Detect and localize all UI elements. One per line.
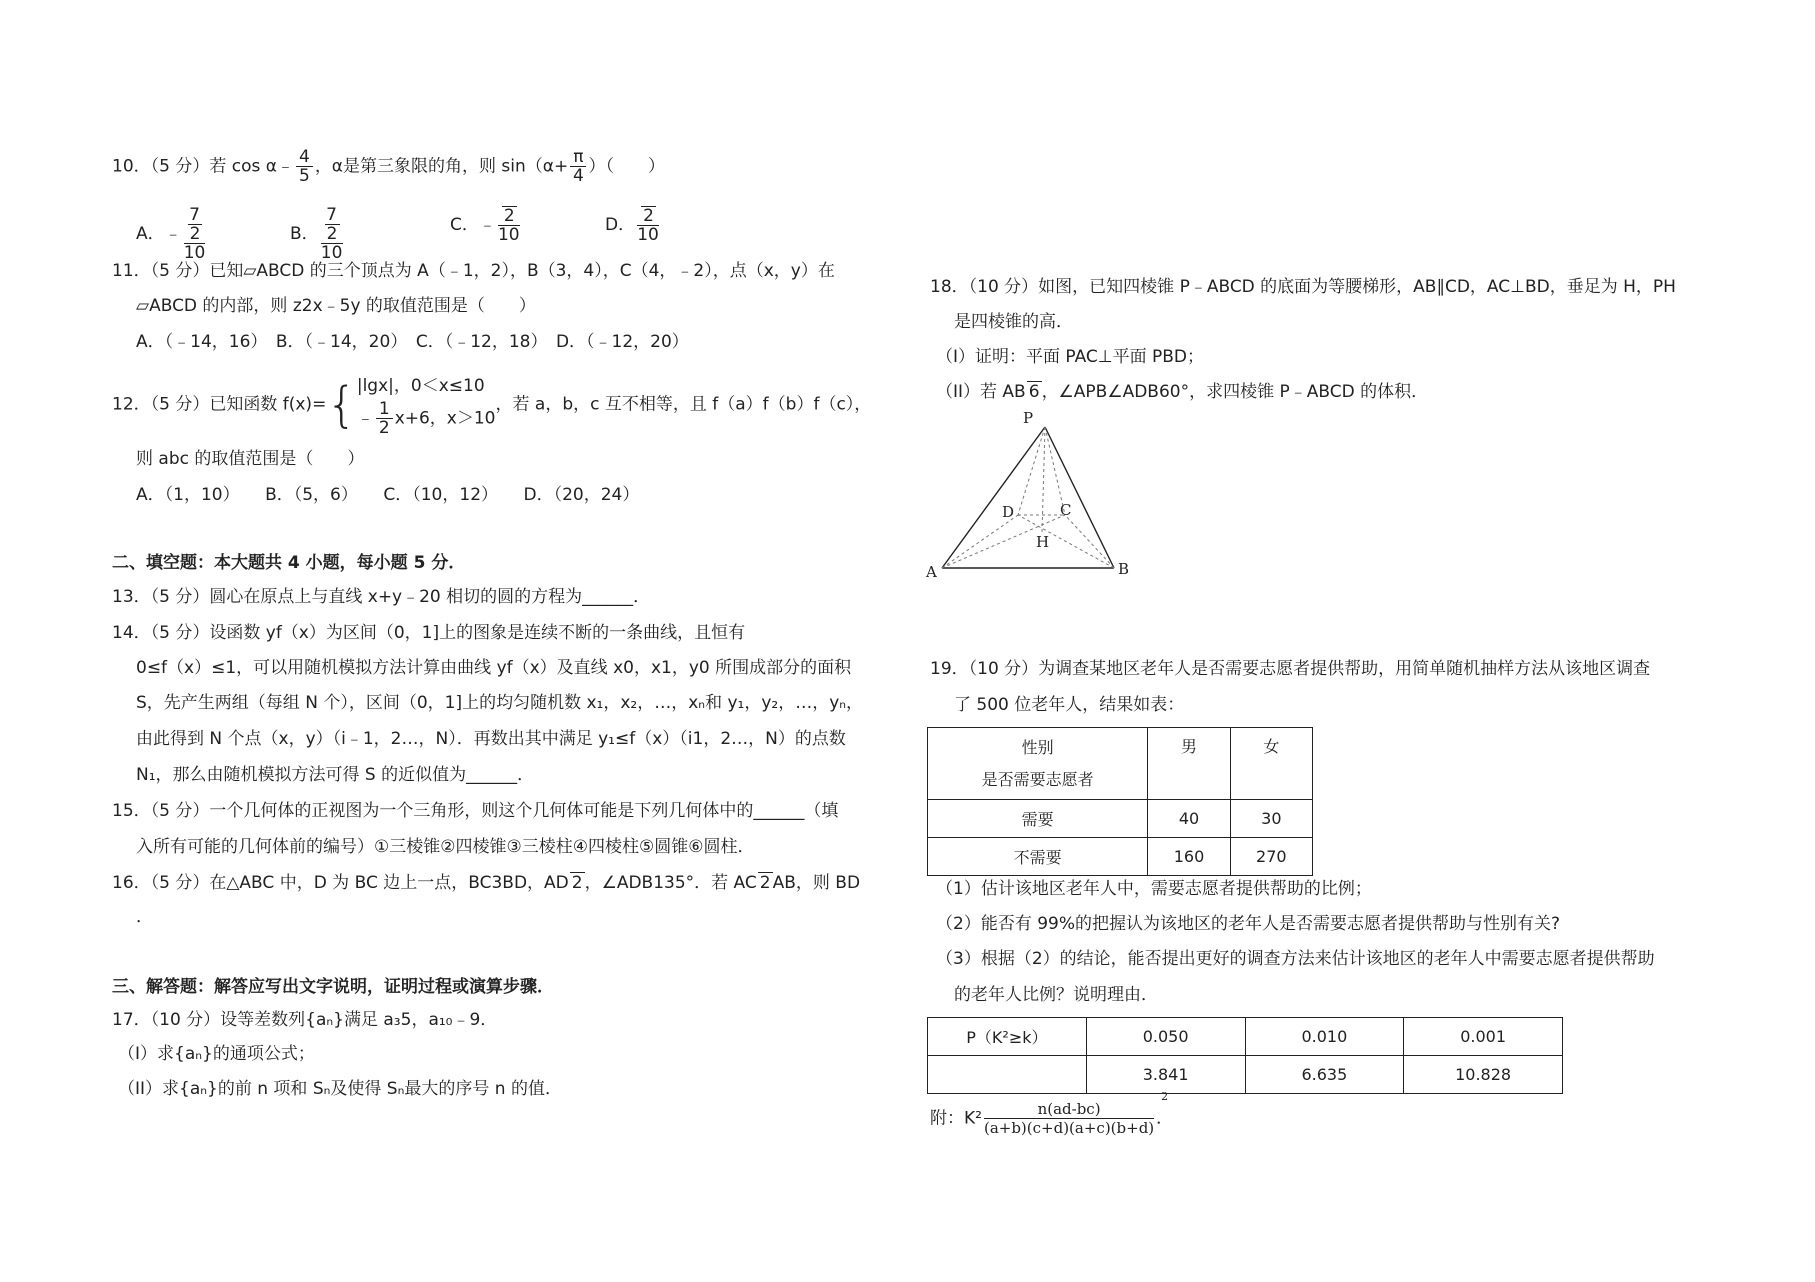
table-row: 需要 40 30 [928,800,1313,838]
q10-option-c: C．﹣ $\frac{2}{10}$ [450,206,520,245]
fraction: $\frac{4}{5}$ [296,148,313,185]
section-2-heading: 二、填空题：本大题共 4 小题，每小题 5 分． [112,553,466,573]
question-19-sub2: （2）能否有 99%的把握认为该地区的老年人是否需要志愿者提供帮助与性别有关? [936,914,1561,934]
question-10 [112,148,665,185]
section-3-heading: 三、解答题：解答应写出文字说明，证明过程或演算步骤． [112,977,554,997]
volunteer-table [927,727,1313,876]
question-14-line3: S，先产生两组（每组 N 个），区间（0，1]上的均匀随机数 x₁，x₂，…，xₙ和 y₁，y₂，…，yₙ， [136,693,864,713]
question-11: 11．（5 分）已知▱ABCD 的三个顶点为 A（﹣1，2），B（3，4），C（4，﹣2），点（x，y）在 [112,261,835,281]
critical-value-table [927,1017,1563,1094]
pyramid-figure [920,405,1150,585]
table-header-diagonal: 性别 是否需要志愿者 [928,728,1148,800]
question-14: 14．（5 分）设函数 yf（x）为区间（0，1]上的图象是连续不断的一条曲线，且恒有 [112,623,746,643]
question-18-part1: （I）证明：平面 PAC⊥平面 PBD； [936,347,1204,367]
question-19-sub3: （3）根据（2）的结论，能否提出更好的调查方法来估计该地区的老年人中需要志愿者提供帮助 [936,949,1655,969]
question-19: 19．（10 分）为调查某地区老年人是否需要志愿者提供帮助，用简单随机抽样方法从该地区调查 [930,659,1651,679]
question-14-line5: N₁，那么由随机模拟方法可得 S 的近似值为______． [136,765,535,785]
question-18-part2: （II）若 AB 6 ，∠APB∠ADB60°，求四棱锥 P﹣ABCD 的体积． [936,382,1429,402]
question-11-line2: ▱ABCD 的内部，则 z2x﹣5y 的取值范围是（ ） [136,296,536,316]
question-14-line4: 由此得到 N 个点（x，y）（i﹣1，2…，N）．再数出其中满足 y₁≤f（x）（i1，2…，N）的点数 [136,729,846,749]
q10-text: 10．（5 分）若 cos α﹣ [112,156,294,177]
question-19-line2: 了 500 位老年人，结果如表： [954,695,1185,715]
label-h: H [1036,533,1050,551]
q10-text-end: ）（ ） [588,156,665,177]
question-14-line2: 0≤f（x）≤1，可以用随机模拟方法计算由曲线 yf（x）及直线 x0，x1，y0 所围成部分的面积 [136,658,852,678]
q10-option-d: D． $\frac{2}{10}$ [605,206,659,245]
header-female: 女 [1230,728,1312,800]
q12-options: A．（1，10） B．（5，6） C．（10，12） D．（20，24） [136,485,640,505]
k2-formula: 附：K² n(ad-bc) 2 (a+b)(c+d)(a+c)(b+d) ． [930,1090,1174,1137]
question-12: 12．（5 分）已知函数 f(x)={ |lgx|，0＜x≤10 ﹣ $\frac{1}{2}$ x+6，x＞10 ，若 a，b，c 互不相等，且 f（a）f（b）f（c）， [112,372,871,437]
question-18: 18．（10 分）如图，已知四棱锥 P﹣ABCD 的底面为等腰梯形，AB∥CD，AC⊥BD，垂足为 H，PH [930,277,1676,297]
table-row: P（K²≥k） 0.050 0.010 0.001 [928,1018,1563,1056]
question-17: 17．（10 分）设等差数列{aₙ}满足 a₃5，a₁₀﹣9． [112,1010,498,1030]
question-16: 16．（5 分）在△ABC 中，D 为 BC 边上一点，BC3BD，AD 2 ，∠ADB135°．若 AC 2 AB，则 BD [112,873,861,893]
q10-text-mid: ，α是第三象限的角，则 sin（α+ [314,156,569,177]
q10-option-b: B． 7 2 10 [290,205,343,263]
table-row: 3.841 6.635 10.828 [928,1056,1563,1094]
question-13: 13．（5 分）圆心在原点上与直线 x+y﹣20 相切的圆的方程为______． [112,587,651,607]
question-19-sub1: （1）估计该地区老年人中，需要志愿者提供帮助的比例； [936,879,1372,899]
question-15-line2: 入所有可能的几何体前的编号）①三棱锥②四棱锥③三棱柱④四棱柱⑤圆锥⑥圆柱． [136,837,755,857]
question-16-line2: ． [136,907,153,927]
formula-fraction: n(ad-bc) 2 (a+b)(c+d)(a+c)(b+d) [983,1090,1169,1137]
table-row: 不需要 160 270 [928,838,1313,876]
question-12-line2: 则 abc 的取值范围是（ ） [136,449,365,469]
q11-options: A．（﹣14，16） B．（﹣14，20） C．（﹣12，18） D．（﹣12，20） [136,332,689,352]
brace-symbol: { [326,376,357,433]
header-male: 男 [1148,728,1230,800]
label-c: C [1060,501,1072,519]
question-15: 15．（5 分）一个几何体的正视图为一个三角形，则这个几何体可能是下列几何体中的______（填 [112,801,839,821]
question-19-sub3-line2: 的老年人比例？说明理由． [954,985,1158,1005]
label-d: D [1002,503,1015,521]
question-18-line2: 是四棱锥的高． [954,312,1073,332]
label-p: P [1023,409,1034,427]
fraction: $\frac{\pi}{4}$ [570,148,586,185]
question-17-part1: （I）求{aₙ}的通项公式； [118,1044,315,1064]
q10-option-a: A．﹣ 7 2 10 [136,205,206,263]
label-a: A [926,563,937,581]
piecewise-cases: |lgx|，0＜x≤10 ﹣ $\frac{1}{2}$ x+6，x＞10 [356,376,496,438]
question-17-part2: （II）求{aₙ}的前 n 项和 Sₙ及使得 Sₙ最大的序号 n 的值． [118,1079,562,1099]
label-b: B [1118,560,1130,578]
